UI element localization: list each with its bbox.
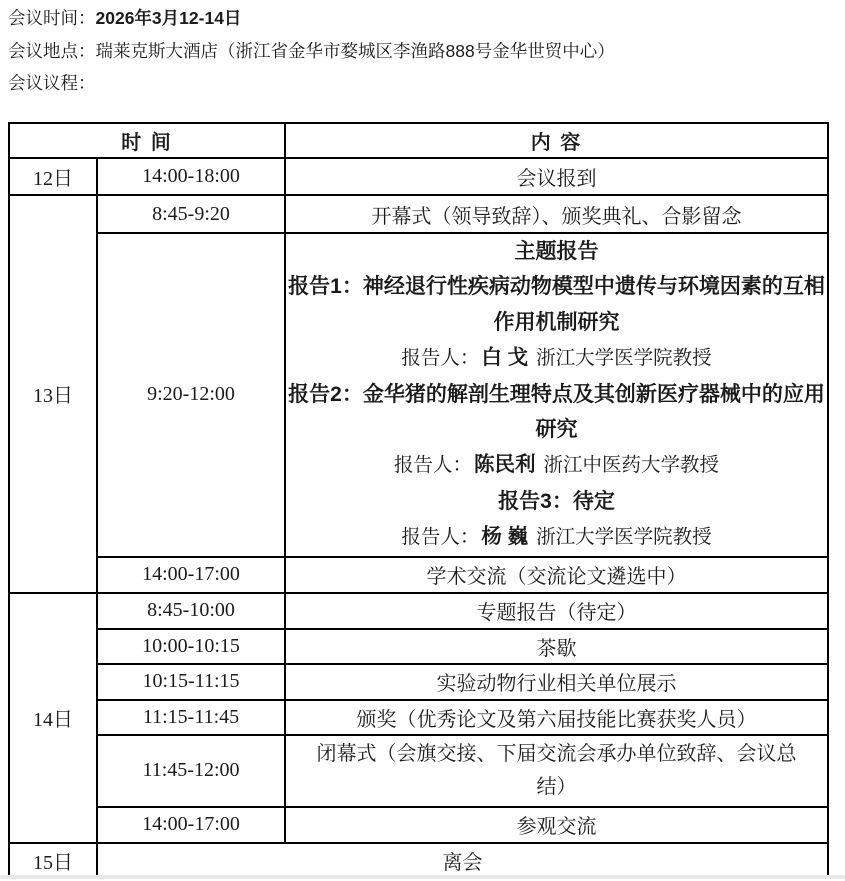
table-row (9, 735, 828, 807)
page-bottom-divider (0, 875, 845, 879)
table-row (9, 700, 828, 735)
speaker-label: 报告人： (393, 454, 472, 477)
report-3-title: 报告3：待定 (498, 489, 615, 513)
conference-agenda-line (8, 67, 615, 100)
time-cell: 11:15-11:45 (97, 700, 285, 735)
conference-meta (8, 2, 615, 100)
content-cell: 会议报到 (285, 158, 828, 195)
report-2-title: 报告2：金华猪的解剖生理特点及其创新医疗器械中的应用研究 (288, 382, 825, 442)
time-cell: 14:00-18:00 (97, 158, 285, 195)
time-cell: 14:00-17:00 (97, 557, 285, 593)
agenda-table (8, 122, 829, 879)
content-cell: 实验动物行业相关单位展示 (285, 664, 828, 700)
time-cell: 10:15-11:15 (97, 664, 285, 700)
table-row (9, 807, 828, 843)
report-2-speaker-line (286, 447, 827, 483)
content-cell: 专题报告（待定） (285, 593, 828, 629)
content-cell-departure: 离会 (97, 843, 828, 878)
table-row (9, 629, 828, 664)
speaker-name: 白 戈 (481, 346, 529, 370)
day-cell-14: 14日 (9, 593, 97, 843)
content-cell: 开幕式（领导致辞）、颁奖典礼、合影留念 (285, 195, 828, 233)
time-cell: 14:00-17:00 (97, 807, 285, 843)
day-cell-15: 15日 (9, 843, 97, 878)
conference-time-value: 2026年3月12-14日 (95, 8, 242, 28)
table-row (9, 557, 828, 593)
content-cell: 参观交流 (285, 807, 828, 843)
conference-venue-label: 会议地点： (8, 40, 96, 61)
content-cell: 颁奖（优秀论文及第六届技能比赛获奖人员） (285, 700, 828, 735)
keynote-heading: 主题报告 (514, 240, 599, 263)
content-cell: 学术交流（交流论文遴选中） (285, 557, 828, 593)
content-cell: 闭幕式（会旗交接、下届交流会承办单位致辞、会议总结） (285, 735, 828, 807)
table-row-keynote (9, 233, 828, 557)
speaker-label: 报告人： (401, 526, 480, 549)
time-cell: 11:45-12:00 (97, 735, 285, 807)
speaker-affiliation: 浙江大学医学院教授 (536, 526, 712, 549)
table-row (9, 664, 828, 700)
keynote-content-cell (285, 233, 828, 557)
time-cell: 10:00-10:15 (97, 629, 285, 664)
report-3-speaker-line (286, 519, 827, 555)
day-cell-13: 13日 (9, 195, 97, 593)
report-1-title: 报告1：神经退行性疾病动物模型中遗传与环境因素的互相作用机制研究 (288, 275, 825, 334)
conference-venue-line (8, 35, 615, 68)
conference-time-line (8, 2, 615, 35)
speaker-label: 报告人： (401, 347, 480, 370)
header-row (9, 123, 828, 158)
header-time-cell: 时 间 (9, 123, 285, 158)
table-row (9, 593, 828, 629)
speaker-affiliation: 浙江中医药大学教授 (543, 454, 720, 477)
content-cell: 茶歇 (285, 629, 828, 664)
table-row (9, 195, 828, 233)
speaker-name: 杨 巍 (481, 525, 529, 549)
speaker-affiliation: 浙江大学医学院教授 (536, 347, 712, 370)
header-content-cell: 内 容 (285, 123, 828, 158)
table-row (9, 158, 828, 195)
conference-agenda-label: 会议议程： (8, 73, 96, 93)
conference-venue-value: 瑞莱克斯大酒店（浙江省金华市婺城区李渔路888号金华世贸中心） (95, 40, 615, 61)
day-cell-12: 12日 (9, 158, 97, 195)
time-cell: 9:20-12:00 (97, 233, 285, 557)
speaker-name: 陈民利 (474, 453, 536, 477)
table-row (9, 843, 828, 878)
time-cell: 8:45-10:00 (97, 593, 285, 629)
time-cell: 8:45-9:20 (97, 195, 285, 233)
report-1-speaker-line (286, 340, 827, 376)
conference-time-label: 会议时间： (8, 8, 96, 28)
